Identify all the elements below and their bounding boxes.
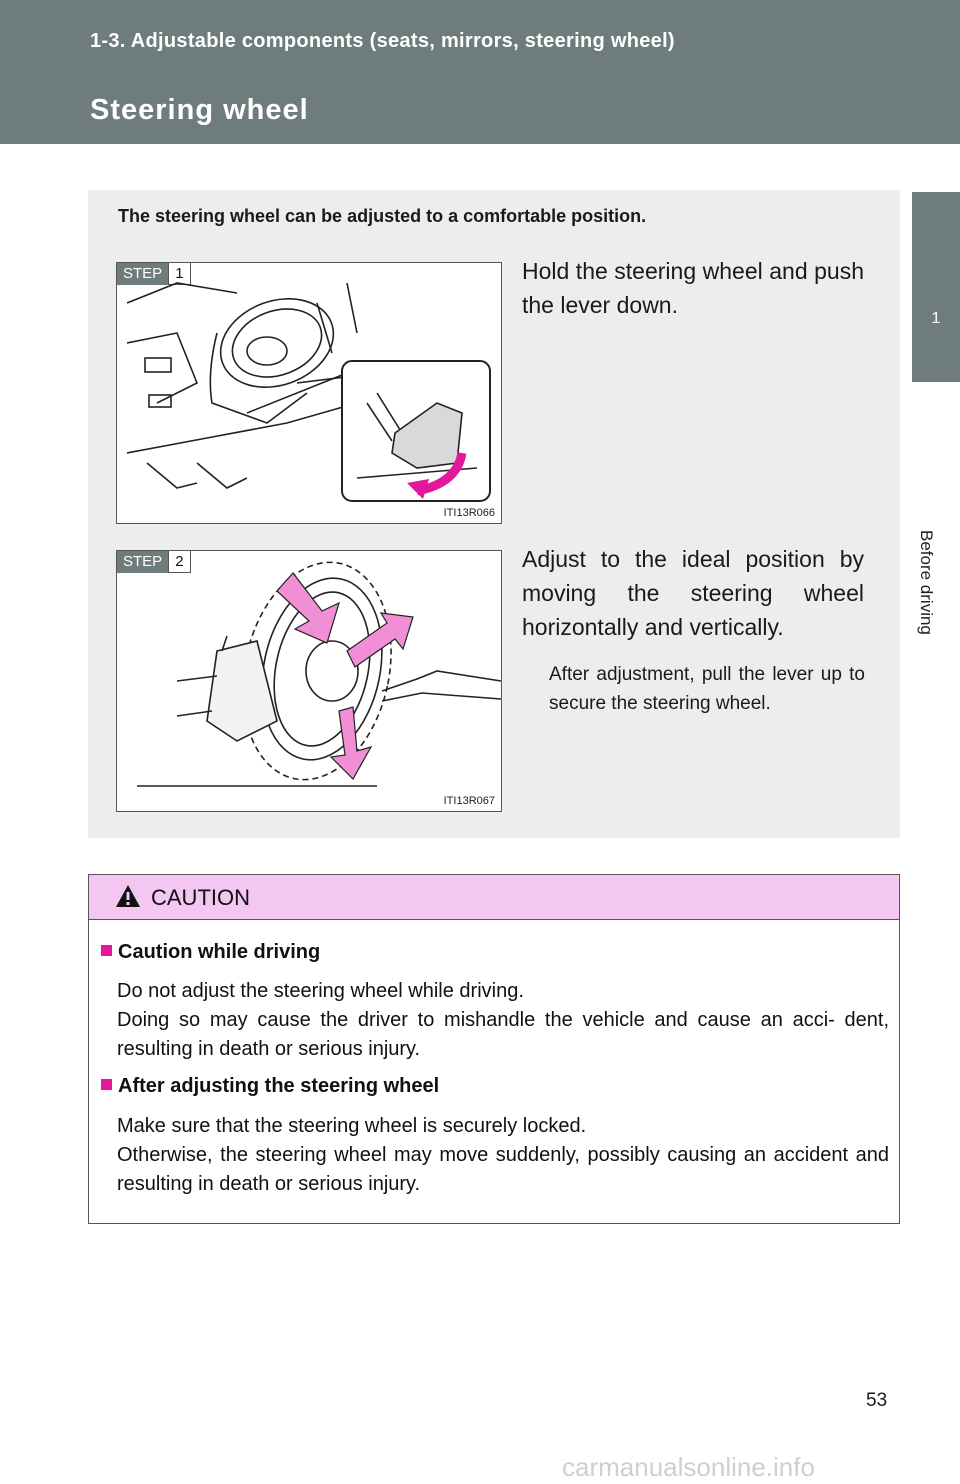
warning-icon <box>115 884 141 908</box>
step1-figure-code: ITI13R066 <box>443 507 495 519</box>
intro-text: The steering wheel can be adjusted to a comfortable position. <box>118 206 647 226</box>
section-title: 1-3. Adjustable components (seats, mirrors, steering wheel) <box>90 30 675 52</box>
step1-badge-number: 1 <box>168 263 190 285</box>
footer-watermark: carmanualsonline.info <box>562 1452 815 1482</box>
caution-item-title: Caution while driving <box>101 941 320 964</box>
step1-instruction: Hold the steering wheel and push the lever down. <box>522 258 864 318</box>
chapter-number: 1 <box>931 310 941 327</box>
caution-header <box>89 875 899 920</box>
caution-item-text: Make sure that the steering wheel is securely locked. <box>117 1115 587 1137</box>
step2-badge-number: 2 <box>168 551 190 573</box>
caution-heading: CAUTION <box>151 885 250 910</box>
chapter-label <box>912 530 936 640</box>
steering-adjust-drawing <box>117 551 501 811</box>
steering-lever-drawing <box>117 263 501 523</box>
step2-figure-code: ITI13R067 <box>443 795 495 807</box>
bullet-square-icon <box>101 945 112 956</box>
caution-item-text: Do not adjust the steering wheel while driving. <box>117 980 524 1002</box>
step1-illustration <box>116 262 502 524</box>
chapter-label-text: Before driving <box>917 530 936 635</box>
caution-item-title: After adjusting the steering wheel <box>101 1075 439 1098</box>
page-title: Steering wheel <box>90 94 309 126</box>
caution-item-text: Doing so may cause the driver to mishandle the vehicle and cause an acci- dent, resulting in death or serious injury. <box>117 1009 889 1060</box>
chapter-tab <box>912 192 960 382</box>
caution-item-text: Otherwise, the steering wheel may move suddenly, possibly causing an accident and resulting in death or serious injury. <box>117 1144 889 1195</box>
step2-illustration <box>116 550 502 812</box>
step2-instruction: Adjust to the ideal position by moving the steering wheel horizontally and vertically. <box>522 546 864 640</box>
bullet-square-icon <box>101 1079 112 1090</box>
caution-box <box>88 874 900 1224</box>
page-number: 53 <box>866 1390 888 1411</box>
step2-note: After adjustment, pull the lever up to secure the steering wheel. <box>549 664 865 714</box>
step2-badge-label: STEP <box>117 551 168 573</box>
step1-badge-label: STEP <box>117 263 168 285</box>
